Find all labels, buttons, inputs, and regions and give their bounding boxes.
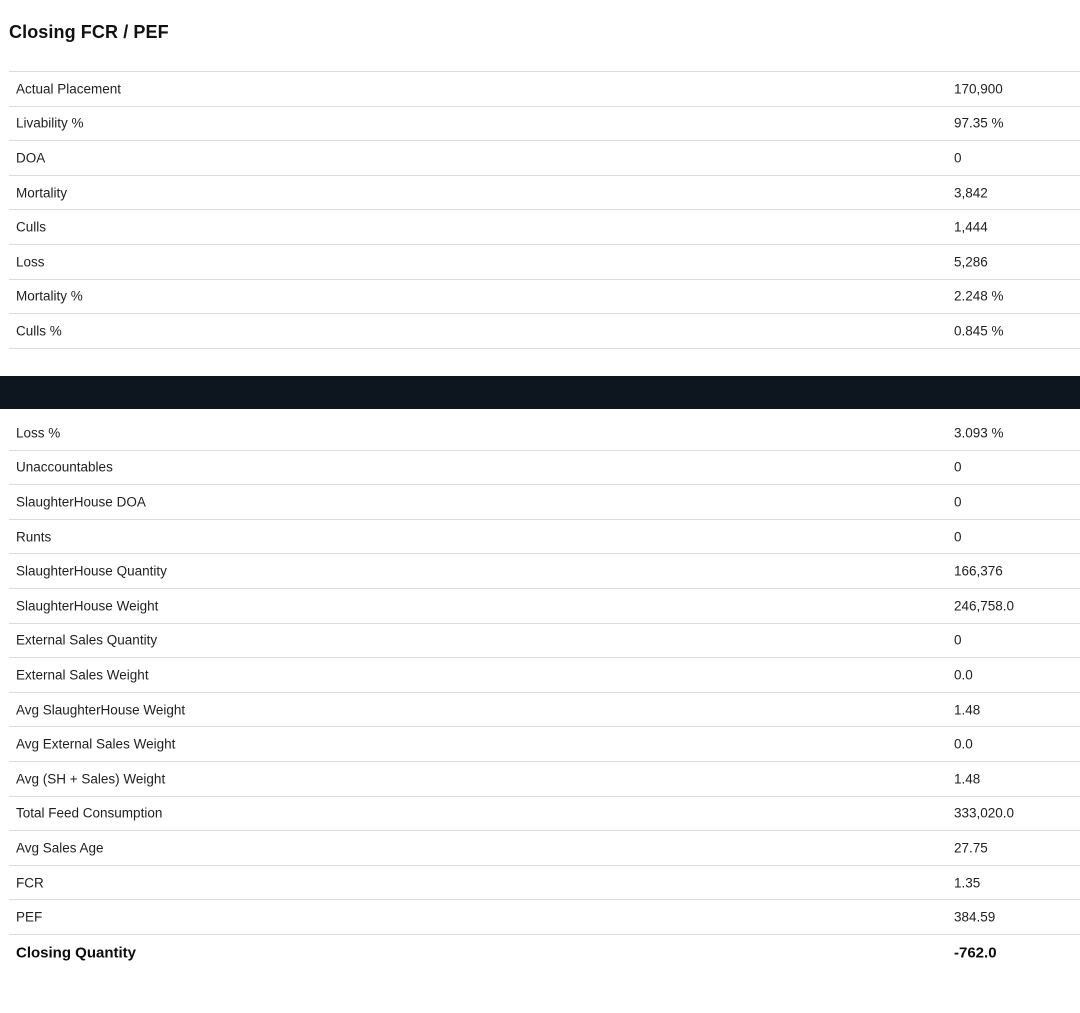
row-value: 0: [954, 632, 962, 648]
row-label: Loss %: [16, 425, 61, 441]
table-row: [9, 72, 1080, 107]
row-label: Mortality %: [16, 288, 83, 304]
row-value: 0: [954, 459, 962, 475]
row-value: 384.59: [954, 909, 996, 925]
row-label: Culls: [16, 219, 47, 235]
table-row: [9, 831, 1080, 866]
table-row: [9, 554, 1080, 589]
summary-table-bottom: [9, 416, 1080, 971]
row-label: Avg SlaughterHouse Weight: [16, 702, 186, 718]
row-label: Loss: [16, 254, 45, 270]
row-label: Unaccountables: [16, 459, 113, 475]
row-value: 166,376: [954, 563, 1003, 579]
row-value: 0: [954, 529, 962, 545]
row-value: 1.48: [954, 771, 981, 787]
page-title: Closing FCR / PEF: [9, 22, 169, 42]
row-label: SlaughterHouse DOA: [16, 494, 146, 510]
row-value: 0: [954, 150, 962, 166]
row-label: External Sales Weight: [16, 667, 149, 683]
table-row: [9, 416, 1080, 451]
row-value: 333,020.0: [954, 805, 1015, 821]
table-row: [9, 451, 1080, 486]
table-row: [9, 762, 1080, 797]
row-value: 27.75: [954, 840, 988, 856]
table-row: [9, 866, 1080, 901]
section-divider-band: [0, 376, 1080, 409]
row-value: 246,758.0: [954, 598, 1015, 614]
row-label: Avg External Sales Weight: [16, 736, 176, 752]
closing-quantity-label: Closing Quantity: [16, 944, 136, 962]
summary-table-top: [9, 71, 1080, 349]
closing-quantity-row: [9, 935, 1080, 971]
table-row: [9, 245, 1080, 280]
table-row: [9, 797, 1080, 832]
row-label: Actual Placement: [16, 81, 122, 97]
closing-quantity-value: -762.0: [954, 944, 997, 962]
row-label: SlaughterHouse Weight: [16, 598, 159, 614]
table-row: [9, 280, 1080, 315]
row-value: 0.0: [954, 736, 973, 752]
row-value: 1.35: [954, 875, 981, 891]
row-value: 170,900: [954, 81, 1003, 97]
row-value: 1,444: [954, 219, 988, 235]
table-row: [9, 658, 1080, 693]
row-value: 1.48: [954, 702, 981, 718]
table-row: [9, 624, 1080, 659]
table-row: [9, 727, 1080, 762]
row-label: Culls %: [16, 323, 62, 339]
row-label: Avg Sales Age: [16, 840, 104, 856]
table-row: [9, 314, 1080, 349]
row-value: 0.845 %: [954, 323, 1004, 339]
table-row: [9, 107, 1080, 142]
row-value: 3.093 %: [954, 425, 1004, 441]
row-label: SlaughterHouse Quantity: [16, 563, 167, 579]
table-row: [9, 141, 1080, 176]
row-value: 2.248 %: [954, 288, 1004, 304]
table-row: [9, 520, 1080, 555]
table-row: [9, 900, 1080, 935]
row-value: 3,842: [954, 185, 988, 201]
table-row: [9, 589, 1080, 624]
row-value: 97.35 %: [954, 115, 1004, 131]
table-row: [9, 176, 1080, 211]
table-row: [9, 485, 1080, 520]
row-label: FCR: [16, 875, 44, 891]
row-label: Runts: [16, 529, 52, 545]
row-value: 0: [954, 494, 962, 510]
row-label: Avg (SH + Sales) Weight: [16, 771, 166, 787]
row-value: 5,286: [954, 254, 988, 270]
row-label: External Sales Quantity: [16, 632, 158, 648]
row-label: DOA: [16, 150, 46, 166]
row-label: Livability %: [16, 115, 84, 131]
row-value: 0.0: [954, 667, 973, 683]
table-row: [9, 210, 1080, 245]
row-label: PEF: [16, 909, 43, 925]
row-label: Total Feed Consumption: [16, 805, 163, 821]
row-label: Mortality: [16, 185, 68, 201]
table-row: [9, 693, 1080, 728]
